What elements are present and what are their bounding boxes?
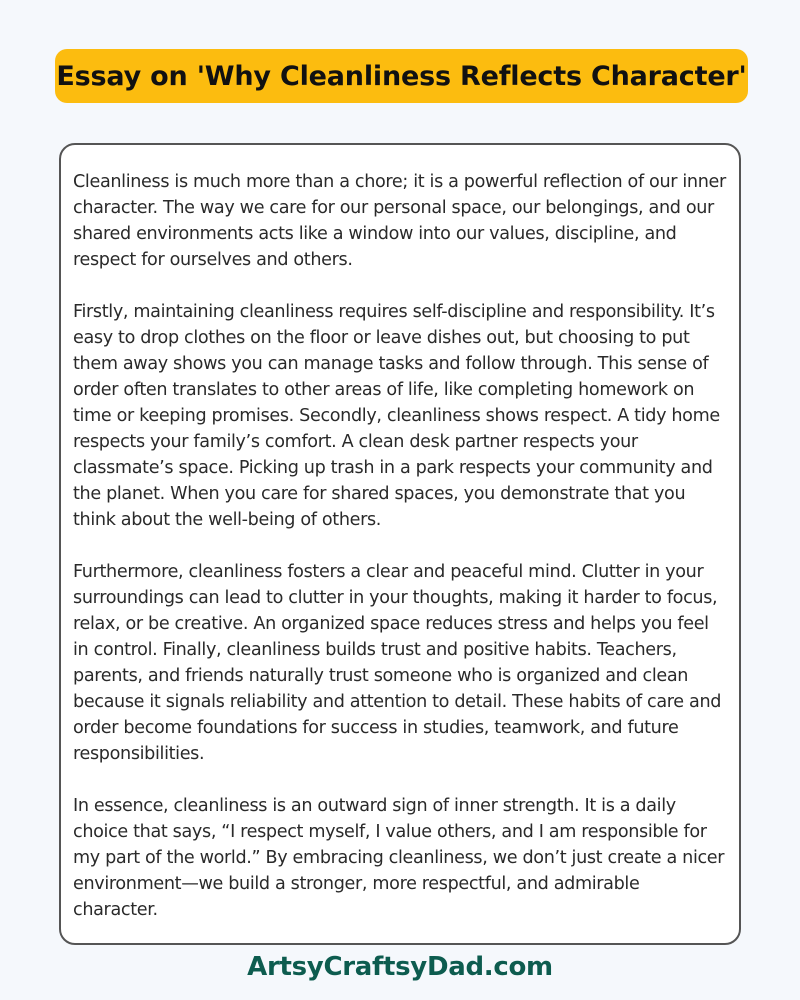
essay-box [59, 143, 741, 945]
essay-paragraph-3: Furthermore, cleanliness fosters a clear and peaceful mind. Clutter in your surroundings can lead to clutter in your thoughts, making it harder to focus, relax, or be creative. An organized space reduces stress and helps you feel in control. Finally, cleanliness builds trust and positive habits. Teachers, parents, and friends naturally trust someone who is organized and clean because it signals reliability and attention to detail. These habits of care and order become foundations for success in studies, teamwork, and future responsibilities. [73, 562, 722, 764]
essay-paragraph-1: Cleanliness is much more than a chore; it is a powerful reflection of our inner character. The way we care for our personal space, our belongings, and our shared environments acts like a window into our values, discipline, and respect for ourselves and others. [73, 172, 726, 270]
essay-paragraph-2: Firstly, maintaining cleanliness requires self-discipline and responsibility. It’s easy to drop clothes on the floor or leave dishes out, but choosing to put them away shows you can manage tasks and follow through. This sense of order often translates to other areas of life, like completing homework on time or keeping promises. Secondly, cleanliness shows respect. A tidy home respects your family’s comfort. A clean desk partner respects your classmate’s space. Picking up trash in a park respects your community and the planet. When you care for shared spaces, you demonstrate that you think about the well-being of others. [73, 302, 720, 530]
footer-credit[interactable]: ArtsyCraftsyDad.com [247, 952, 553, 982]
essay-paragraph-4: In essence, cleanliness is an outward sign of inner strength. It is a daily choice that says, “I respect myself, I value others, and I am responsible for my part of the world.” By embracing cleanliness, we don’t just create a nicer environment—we build a stronger, more respectful, and admirable character. [73, 796, 725, 920]
page-title: Essay on 'Why Cleanliness Reflects Character' [56, 60, 747, 92]
title-banner [55, 49, 748, 103]
